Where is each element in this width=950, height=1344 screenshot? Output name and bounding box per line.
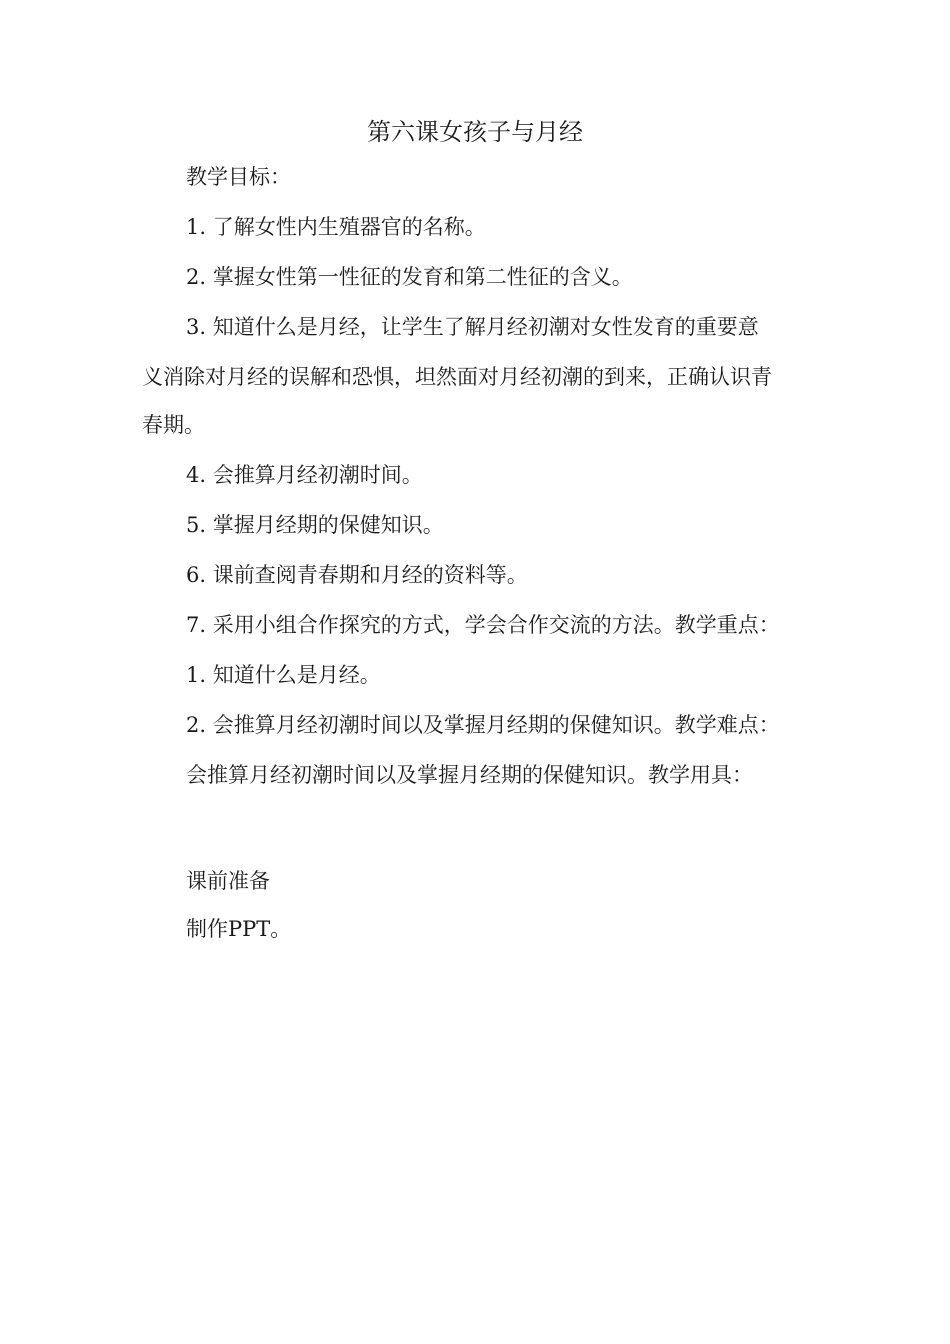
prep-item: 制作PPT。: [186, 917, 292, 941]
goal-item: 3. 知道什么是月经，让学生了解月经初潮对女性发育的重要意: [186, 315, 759, 339]
focus-item: 1. 知道什么是月经。: [186, 663, 381, 687]
focus-item: 2. 会推算月经初潮时间以及掌握月经期的保健知识。教学难点：: [186, 713, 780, 737]
goal-item: 7. 采用小组合作探究的方式，学会合作交流的方法。教学重点：: [186, 613, 780, 637]
document-title: 第六课女孩子与月经: [367, 118, 583, 146]
goal-item: 4. 会推算月经初潮时间。: [186, 463, 423, 487]
goal-item: 5. 掌握月经期的保健知识。: [186, 513, 444, 537]
goal-item: 2. 掌握女性第一性征的发育和第二性征的含义。: [186, 265, 633, 289]
goal-item: 6. 课前查阅青春期和月经的资料等。: [186, 563, 528, 587]
goal-item-continuation: 义消除对月经的误解和恐惧，坦然面对月经初潮的到来，正确认识青: [142, 365, 772, 389]
difficulty-item: 会推算月经初潮时间以及掌握月经期的保健知识。教学用具：: [186, 763, 753, 787]
goal-item: 1. 了解女性内生殖器官的名称。: [186, 215, 486, 239]
goal-item-continuation: 春期。: [142, 413, 205, 437]
prep-heading: 课前准备: [186, 869, 270, 893]
goals-heading: 教学目标：: [186, 165, 291, 189]
